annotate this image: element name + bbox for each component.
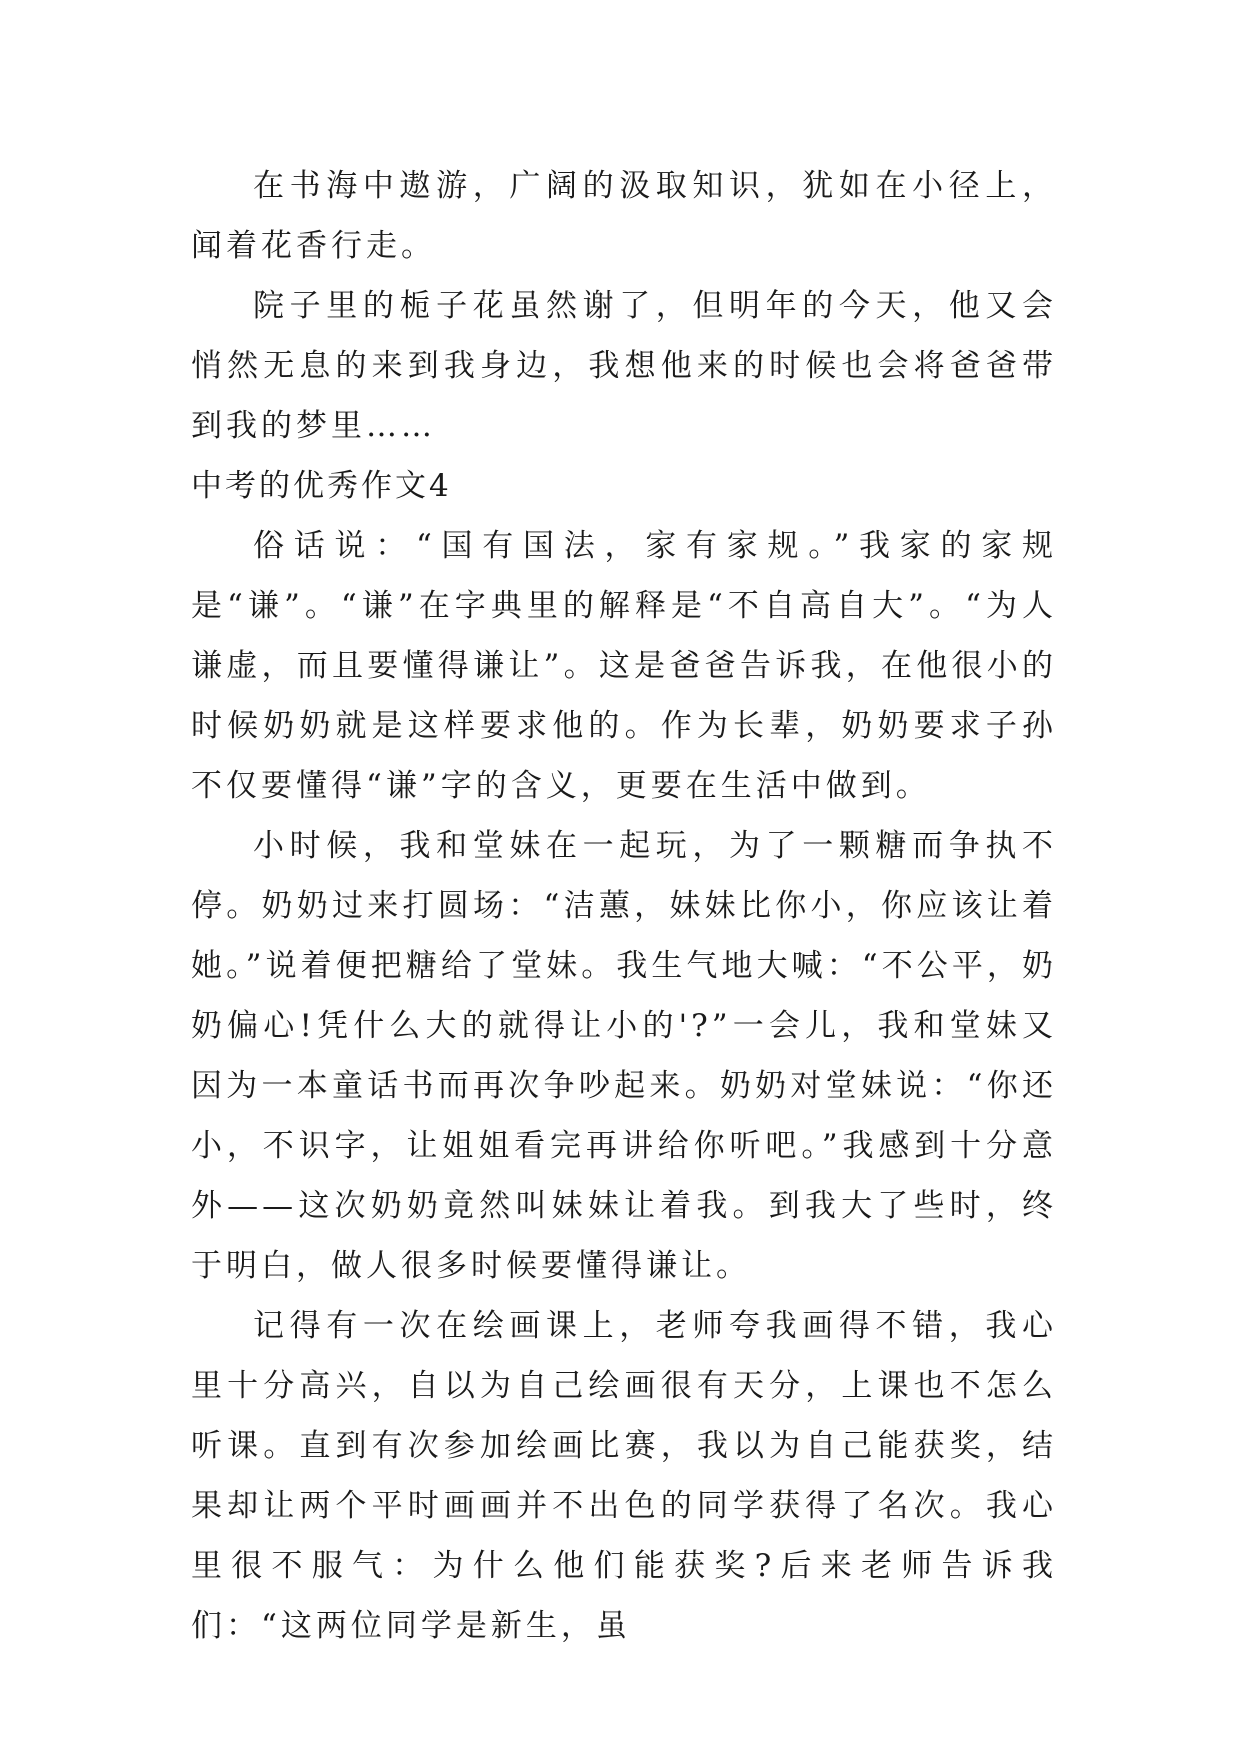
paragraph: 在书海中遨游，广阔的汲取知识，犹如在小径上，闻着花香行走。 bbox=[191, 168, 1057, 264]
paragraph: 记得有一次在绘画课上，老师夸我画得不错，我心里十分高兴，自以为自己绘画很有天分，上课也不怎么听课。直到有次参加绘画比赛，我以为自己能获奖，结果却让两个平时画画并不出色的同学获得了名次。我心里很不服气：为什么他们能获奖?后来老师告诉我们：“这两位同学是新生，虽 bbox=[191, 1308, 1057, 1644]
paragraph: 小时候，我和堂妹在一起玩，为了一颗糖而争执不停。奶奶过来打圆场：“洁蕙，妹妹比你小，你应该让着她。”说着便把糖给了堂妹。我生气地大喊：“不公平，奶奶偏心!凭什么大的就得让小的'?”一会儿，我和堂妹又因为一本童话书而再次争吵起来。奶奶对堂妹说：“你还小，不识字，让姐姐看完再讲给你听吧。”我感到十分意外——这次奶奶竟然叫妹妹让着我。到我大了些时，终于明白，做人很多时候要懂得谦让。 bbox=[191, 828, 1057, 1284]
paragraph: 俗话说：“国有国法，家有家规。”我家的家规是“谦”。“谦”在字典里的解释是“不自高自大”。“为人谦虚，而且要懂得谦让”。这是爸爸告诉我，在他很小的时候奶奶就是这样要求他的。作为长辈，奶奶要求子孙不仅要懂得“谦”字的含义，更要在生活中做到。 bbox=[191, 528, 1057, 804]
paragraph: 院子里的栀子花虽然谢了，但明年的今天，他又会悄然无息的来到我身边，我想他来的时候也会将爸爸带到我的梦里…… bbox=[191, 288, 1057, 444]
section-heading: 中考的优秀作文4 bbox=[191, 468, 452, 504]
document-body bbox=[191, 156, 1057, 1656]
